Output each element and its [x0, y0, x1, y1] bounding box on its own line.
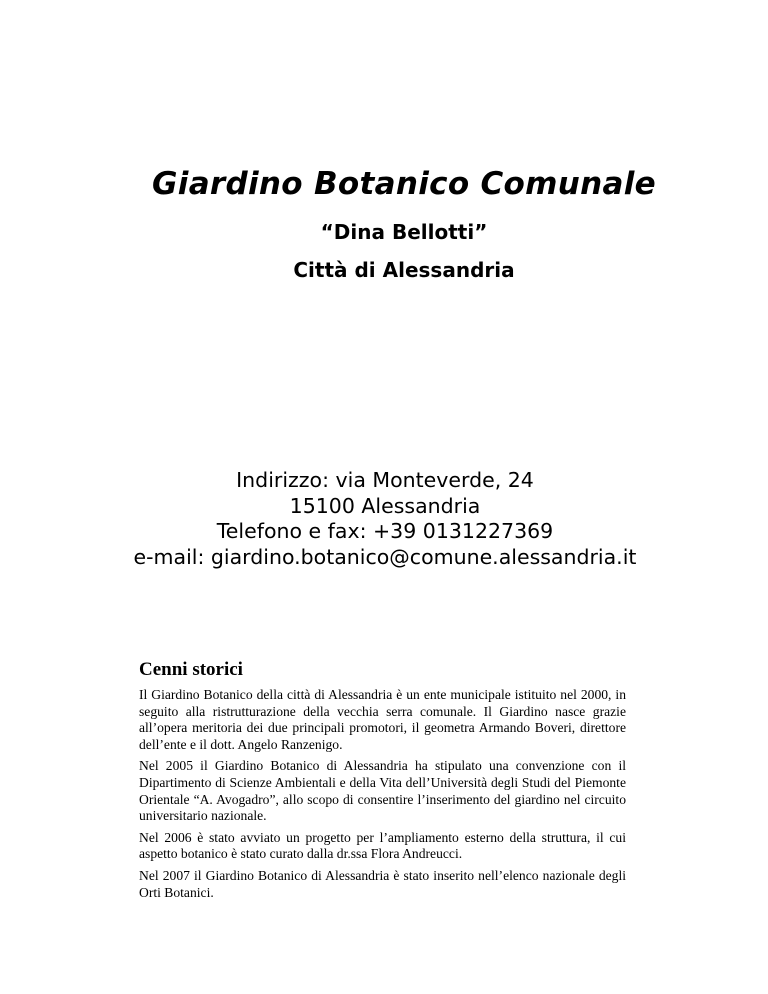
phone-line: Telefono e fax: +39 0131227369	[216, 519, 554, 543]
history-paragraph: Nel 2005 il Giardino Botanico di Alessandria ha stipulato una convenzione con il Dipartimento di Scienze Ambientali e della Vita dell’Università degli Studi del Piemonte Orientale “A. Avogadro”, allo scopo di consentire l’inserimento del giardino nel circuito universitario nazionale.	[139, 758, 626, 824]
city-subtitle: Città di Alessandria	[293, 258, 515, 282]
history-heading: Cenni storici	[139, 659, 243, 680]
page-title: Giardino Botanico Comunale	[152, 166, 656, 202]
email-line: e-mail: giardino.botanico@comune.alessandria.it	[133, 544, 637, 569]
history-paragraph: Nel 2006 è stato avviato un progetto per l’ampliamento esterno della struttura, il cui aspetto botanico è stato curato dalla dr.ssa Flora Andreucci.	[139, 829, 626, 862]
contact-block	[0, 468, 768, 570]
dedication-subtitle: “Dina Bellotti”	[320, 220, 488, 244]
history-section	[139, 659, 626, 906]
address-line: Indirizzo: via Monteverde, 24	[236, 468, 534, 492]
history-paragraph: Il Giardino Botanico della città di Alessandria è un ente municipale istituito nel 2000, in seguito alla ristrutturazione della vecchia serra comunale. Il Giardino nasce grazie all’opera meritoria dei due principali promotori, il geometra Armando Boveri, direttore dell’ente e il dott. Angelo Ranzenigo.	[139, 687, 626, 752]
history-paragraph: Nel 2007 il Giardino Botanico di Alessandria è stato inserito nell’elenco nazionale degli Orti Botanici.	[139, 867, 626, 900]
postal-line: 15100 Alessandria	[289, 493, 481, 518]
